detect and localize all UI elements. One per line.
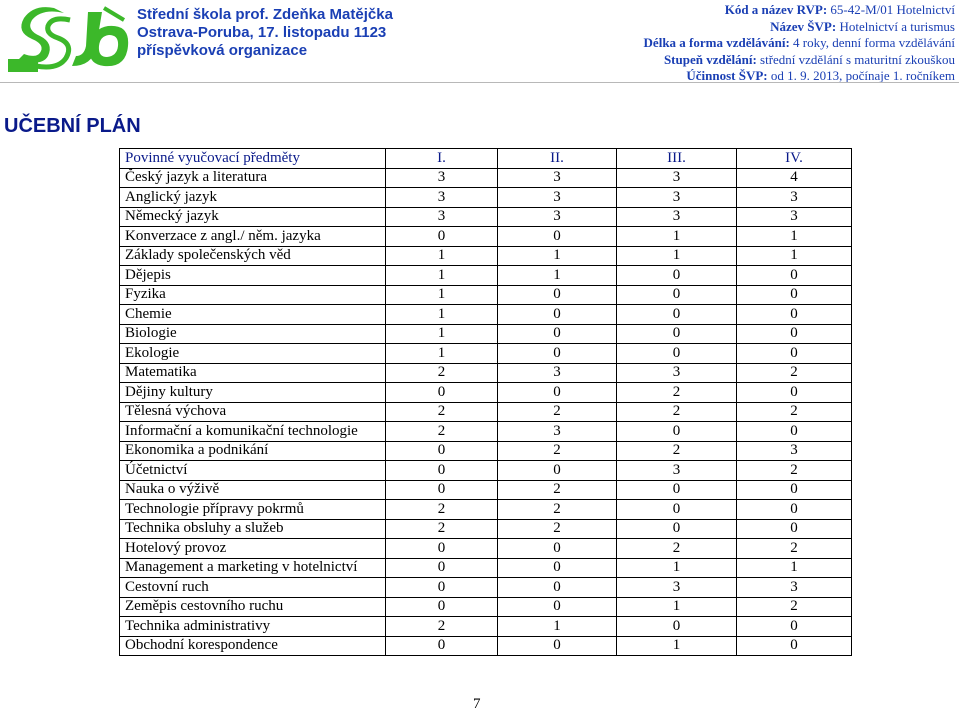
hours-cell: 3 [737, 188, 852, 208]
table-row [120, 578, 852, 598]
info-label: Stupeň vzdělání: [663, 51, 757, 67]
table-row [120, 383, 852, 403]
hours-cell: 0 [386, 480, 498, 500]
hours-cell: 2 [498, 402, 617, 422]
hours-cell: 4 [737, 168, 852, 188]
header-cell-year: IV. [737, 149, 852, 169]
table-row [120, 266, 852, 286]
header-cell-year: I. [386, 149, 498, 169]
hours-cell: 1 [617, 597, 737, 617]
hours-cell: 0 [498, 383, 617, 403]
table-row [120, 441, 852, 461]
header-cell-subject: Povinné vyučovací předměty [120, 149, 386, 169]
hours-cell: 2 [386, 402, 498, 422]
hours-cell: 3 [617, 168, 737, 188]
header-divider [0, 82, 959, 83]
table-row [120, 617, 852, 637]
table-row [120, 597, 852, 617]
subject-cell: Ekologie [120, 344, 386, 364]
hours-cell: 0 [498, 461, 617, 481]
table-row [120, 480, 852, 500]
hours-cell: 0 [617, 266, 737, 286]
hours-cell: 0 [386, 383, 498, 403]
subject-cell: Technika obsluhy a služeb [120, 519, 386, 539]
hours-cell: 3 [386, 168, 498, 188]
table-row [120, 558, 852, 578]
hours-cell: 2 [737, 597, 852, 617]
school-name-line: Ostrava-Poruba, 17. listopadu 1123 [137, 24, 387, 41]
hours-cell: 2 [498, 441, 617, 461]
subject-cell: Ekonomika a podnikání [120, 441, 386, 461]
hours-cell: 3 [498, 207, 617, 227]
hours-cell: 1 [386, 246, 498, 266]
info-value: střední vzdělání s maturitní zkouškou [756, 51, 955, 67]
table-row [120, 539, 852, 559]
hours-cell: 0 [617, 500, 737, 520]
hours-cell: 1 [617, 246, 737, 266]
table-row [120, 227, 852, 247]
subject-cell: Chemie [120, 305, 386, 325]
table-row [120, 207, 852, 227]
subject-cell: Technologie přípravy pokrmů [120, 500, 386, 520]
hours-cell: 0 [498, 305, 617, 325]
hours-cell: 0 [737, 500, 852, 520]
hours-cell: 2 [737, 539, 852, 559]
hours-cell: 0 [498, 597, 617, 617]
logo-s [18, 7, 64, 63]
hours-cell: 0 [386, 461, 498, 481]
hours-cell: 0 [498, 636, 617, 656]
hours-cell: 2 [737, 461, 852, 481]
hours-cell: 0 [617, 422, 737, 442]
table-row [120, 402, 852, 422]
hours-cell: 0 [386, 636, 498, 656]
header-cell-year: II. [498, 149, 617, 169]
hours-cell: 0 [737, 266, 852, 286]
table-row [120, 363, 852, 383]
hours-cell: 1 [617, 636, 737, 656]
programme-info-line [644, 19, 955, 36]
hours-cell: 3 [617, 578, 737, 598]
hours-cell: 3 [737, 578, 852, 598]
table-row [120, 168, 852, 188]
hours-cell: 0 [617, 617, 737, 637]
hours-cell: 0 [498, 227, 617, 247]
subject-cell: Matematika [120, 363, 386, 383]
hours-cell: 0 [498, 578, 617, 598]
table-row [120, 500, 852, 520]
subject-cell: Nauka o výživě [120, 480, 386, 500]
hours-cell: 0 [737, 636, 852, 656]
hours-cell: 2 [386, 500, 498, 520]
info-value: od 1. 9. 2013, počínaje 1. ročníkem [767, 68, 955, 83]
subject-cell: Dějepis [120, 266, 386, 286]
hours-cell: 2 [386, 617, 498, 637]
info-label: Délka a forma vzdělávání: [643, 35, 790, 50]
hours-cell: 3 [737, 207, 852, 227]
page-title: UČEBNÍ PLÁN [4, 115, 141, 137]
hours-cell: 2 [386, 519, 498, 539]
hours-cell: 0 [386, 597, 498, 617]
hours-cell: 0 [737, 422, 852, 442]
table-row [120, 636, 852, 656]
subject-cell: Německý jazyk [120, 207, 386, 227]
hours-cell: 2 [617, 383, 737, 403]
hours-cell: 1 [617, 558, 737, 578]
hours-cell: 3 [498, 422, 617, 442]
hours-cell: 2 [617, 402, 737, 422]
hours-cell: 0 [498, 344, 617, 364]
hours-cell: 2 [737, 402, 852, 422]
page-number: 7 [473, 696, 481, 712]
logo-swoosh [104, 8, 124, 20]
table-header-row [120, 149, 852, 169]
hours-cell: 3 [386, 188, 498, 208]
school-name-line: příspěvková organizace [137, 42, 308, 59]
hours-cell: 2 [617, 441, 737, 461]
table-row [120, 324, 852, 344]
hours-cell: 2 [617, 539, 737, 559]
hours-cell: 2 [386, 363, 498, 383]
programme-info-line [644, 2, 955, 19]
info-value: 4 roky, denní forma vzdělávání [789, 35, 955, 50]
hours-cell: 1 [386, 266, 498, 286]
school-name [137, 6, 393, 60]
table-row [120, 344, 852, 364]
hours-cell: 0 [617, 324, 737, 344]
hours-cell: 0 [737, 617, 852, 637]
hours-cell: 1 [386, 285, 498, 305]
hours-cell: 3 [386, 207, 498, 227]
programme-info-line [644, 52, 955, 69]
subject-cell: Technika administrativy [120, 617, 386, 637]
subject-cell: Základy společenských věd [120, 246, 386, 266]
hours-cell: 0 [617, 285, 737, 305]
hours-cell: 0 [386, 227, 498, 247]
school-logo [8, 4, 133, 76]
hours-cell: 0 [617, 480, 737, 500]
hours-cell: 3 [498, 168, 617, 188]
table-row [120, 519, 852, 539]
hours-cell: 0 [498, 539, 617, 559]
programme-info [644, 2, 955, 85]
hours-cell: 0 [737, 285, 852, 305]
hours-cell: 3 [617, 207, 737, 227]
subject-cell: Účetnictví [120, 461, 386, 481]
hours-cell: 0 [737, 383, 852, 403]
hours-cell: 1 [737, 558, 852, 578]
hours-cell: 0 [498, 558, 617, 578]
programme-info-line [644, 35, 955, 52]
hours-cell: 0 [737, 480, 852, 500]
hours-cell: 0 [737, 344, 852, 364]
hours-cell: 0 [386, 441, 498, 461]
info-label: Účinnost ŠVP: [686, 68, 768, 83]
hours-cell: 1 [617, 227, 737, 247]
curriculum-table [119, 148, 852, 656]
subject-cell: Hotelový provoz [120, 539, 386, 559]
table-row [120, 305, 852, 325]
hours-cell: 0 [617, 344, 737, 364]
table-row [120, 188, 852, 208]
hours-cell: 0 [617, 519, 737, 539]
info-value: 65-42-M/01 Hotelnictví [827, 2, 955, 17]
hours-cell: 0 [498, 324, 617, 344]
subject-cell: Konverzace z angl./ něm. jazyka [120, 227, 386, 247]
hours-cell: 0 [386, 539, 498, 559]
hours-cell: 1 [737, 227, 852, 247]
hours-cell: 2 [737, 363, 852, 383]
hours-cell: 0 [386, 558, 498, 578]
hours-cell: 3 [617, 461, 737, 481]
hours-cell: 1 [498, 266, 617, 286]
hours-cell: 0 [737, 519, 852, 539]
page-header [0, 0, 959, 82]
hours-cell: 1 [386, 324, 498, 344]
info-label: Název ŠVP: [770, 18, 837, 34]
hours-cell: 3 [617, 363, 737, 383]
subject-cell: Management a marketing v hotelnictví [120, 558, 386, 578]
subject-cell: Anglický jazyk [120, 188, 386, 208]
hours-cell: 1 [498, 246, 617, 266]
school-name-line: Střední škola prof. Zdeňka Matějčka [137, 6, 393, 23]
subject-cell: Cestovní ruch [120, 578, 386, 598]
hours-cell: 0 [498, 285, 617, 305]
subject-cell: Fyzika [120, 285, 386, 305]
subject-cell: Informační a komunikační technologie [120, 422, 386, 442]
subject-cell: Český jazyk a literatura [120, 168, 386, 188]
subject-cell: Dějiny kultury [120, 383, 386, 403]
hours-cell: 0 [386, 578, 498, 598]
hours-cell: 1 [386, 344, 498, 364]
hours-cell: 0 [737, 324, 852, 344]
subject-cell: Obchodní korespondence [120, 636, 386, 656]
hours-cell: 3 [498, 363, 617, 383]
table-row [120, 461, 852, 481]
hours-cell: 1 [386, 305, 498, 325]
hours-cell: 2 [498, 480, 617, 500]
hours-cell: 3 [498, 188, 617, 208]
table-row [120, 285, 852, 305]
header-cell-year: III. [617, 149, 737, 169]
table-row [120, 422, 852, 442]
hours-cell: 0 [737, 305, 852, 325]
hours-cell: 3 [737, 441, 852, 461]
table-row [120, 246, 852, 266]
hours-cell: 1 [498, 617, 617, 637]
subject-cell: Biologie [120, 324, 386, 344]
hours-cell: 1 [737, 246, 852, 266]
hours-cell: 3 [617, 188, 737, 208]
hours-cell: 0 [617, 305, 737, 325]
info-label: Kód a název RVP: [724, 2, 828, 17]
subject-cell: Zeměpis cestovního ruchu [120, 597, 386, 617]
subject-cell: Tělesná výchova [120, 402, 386, 422]
info-value: Hotelnictví a turismus [836, 18, 955, 34]
hours-cell: 2 [498, 500, 617, 520]
hours-cell: 2 [498, 519, 617, 539]
curriculum-table-body [120, 149, 852, 656]
hours-cell: 2 [386, 422, 498, 442]
